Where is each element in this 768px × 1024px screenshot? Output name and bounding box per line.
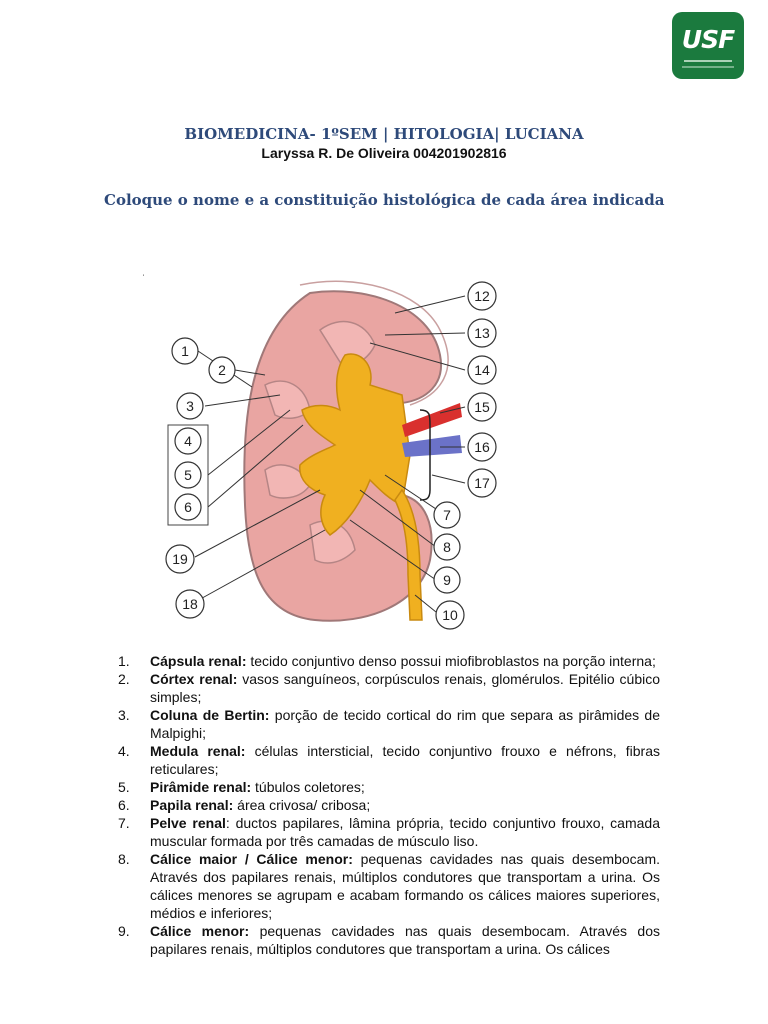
svg-text:9: 9: [443, 572, 451, 588]
logo-underline: [684, 60, 732, 62]
label-8: [434, 534, 460, 560]
svg-text:6: 6: [184, 499, 192, 515]
renal-artery: [402, 403, 462, 437]
list-item: 1. Cápsula renal: tecido conjuntivo denso possui miofibroblastos na porção interna;: [118, 653, 656, 669]
author-line: Laryssa R. De Oliveira 004201902816: [261, 145, 507, 161]
renal-vein: [402, 435, 462, 457]
svg-text:3: 3: [186, 398, 194, 414]
instruction-heading: Coloque o nome e a constituição histológica de cada área indicada: [104, 191, 665, 209]
list-item: 5. Pirâmide renal: túbulos coletores;: [118, 779, 365, 795]
kidney-diagram: [140, 275, 510, 635]
logo-subtitle-line: [682, 66, 734, 68]
document-title: BIOMEDICINA- 1ºSEM | HITOLOGIA| LUCIANA: [184, 125, 584, 143]
svg-text:2: 2: [218, 362, 226, 378]
list-item: 7. Pelve renal: ductos papilares, lâmina própria, tecido conjuntivo frouxo, camada muscular formada por três camadas de músculo liso.: [118, 815, 660, 849]
label-7: [434, 502, 460, 528]
list-item: 2. Córtex renal: vasos sanguíneos, corpúsculos renais, glomérulos. Epitélio cúbico simples;: [118, 671, 660, 705]
stray-mark: ˈ: [142, 274, 146, 285]
label-4: [175, 428, 201, 454]
label-18: [176, 590, 204, 618]
svg-text:19: 19: [172, 551, 188, 567]
label-1: [172, 338, 198, 364]
label-6: [175, 494, 201, 520]
svg-text:8: 8: [443, 539, 451, 555]
label-17: [468, 469, 496, 497]
label-13: [468, 319, 496, 347]
label-10: [436, 601, 464, 629]
svg-text:5: 5: [184, 467, 192, 483]
usf-logo: [672, 12, 744, 79]
svg-text:10: 10: [442, 607, 458, 623]
list-item: 4. Medula renal: células intersticial, tecido conjuntivo frouxo e néfrons, fibras reticulares;: [118, 743, 660, 777]
label-19: [166, 545, 194, 573]
svg-text:14: 14: [474, 362, 490, 378]
list-item: 3. Coluna de Bertin: porção de tecido cortical do rim que separa as pirâmides de Malpighi;: [118, 707, 661, 741]
logo-text: USF: [681, 25, 735, 54]
label-15: [468, 393, 496, 421]
answers-list: [118, 652, 660, 958]
svg-text:1: 1: [181, 343, 189, 359]
list-item: 8. Cálice maior / Cálice menor: pequenas cavidades nas quais desembocam. Através dos papilares renais, múltiplos condutores que transportam a urina. Os cálices menores se agrupam e acabam formando os cálices maiores superiores, médios e inferiores;: [118, 851, 660, 921]
svg-text:15: 15: [474, 399, 490, 415]
list-item: 6. Papila renal: área crivosa/ cribosa;: [118, 797, 371, 813]
svg-text:12: 12: [474, 288, 490, 304]
label-5: [175, 462, 201, 488]
svg-text:4: 4: [184, 433, 192, 449]
svg-text:13: 13: [474, 325, 490, 341]
label-2: [209, 357, 235, 383]
list-item: 9. Cálice menor: pequenas cavidades nas quais desembocam. Através dos papilares renais, múltiplos condutores que transportam a urina. Os cálices: [118, 923, 660, 957]
svg-text:16: 16: [474, 439, 490, 455]
label-12: [468, 282, 496, 310]
label-14: [468, 356, 496, 384]
svg-text:7: 7: [443, 507, 451, 523]
svg-text:17: 17: [474, 475, 490, 491]
svg-text:18: 18: [182, 596, 198, 612]
label-3: [177, 393, 203, 419]
label-9: [434, 567, 460, 593]
label-16: [468, 433, 496, 461]
